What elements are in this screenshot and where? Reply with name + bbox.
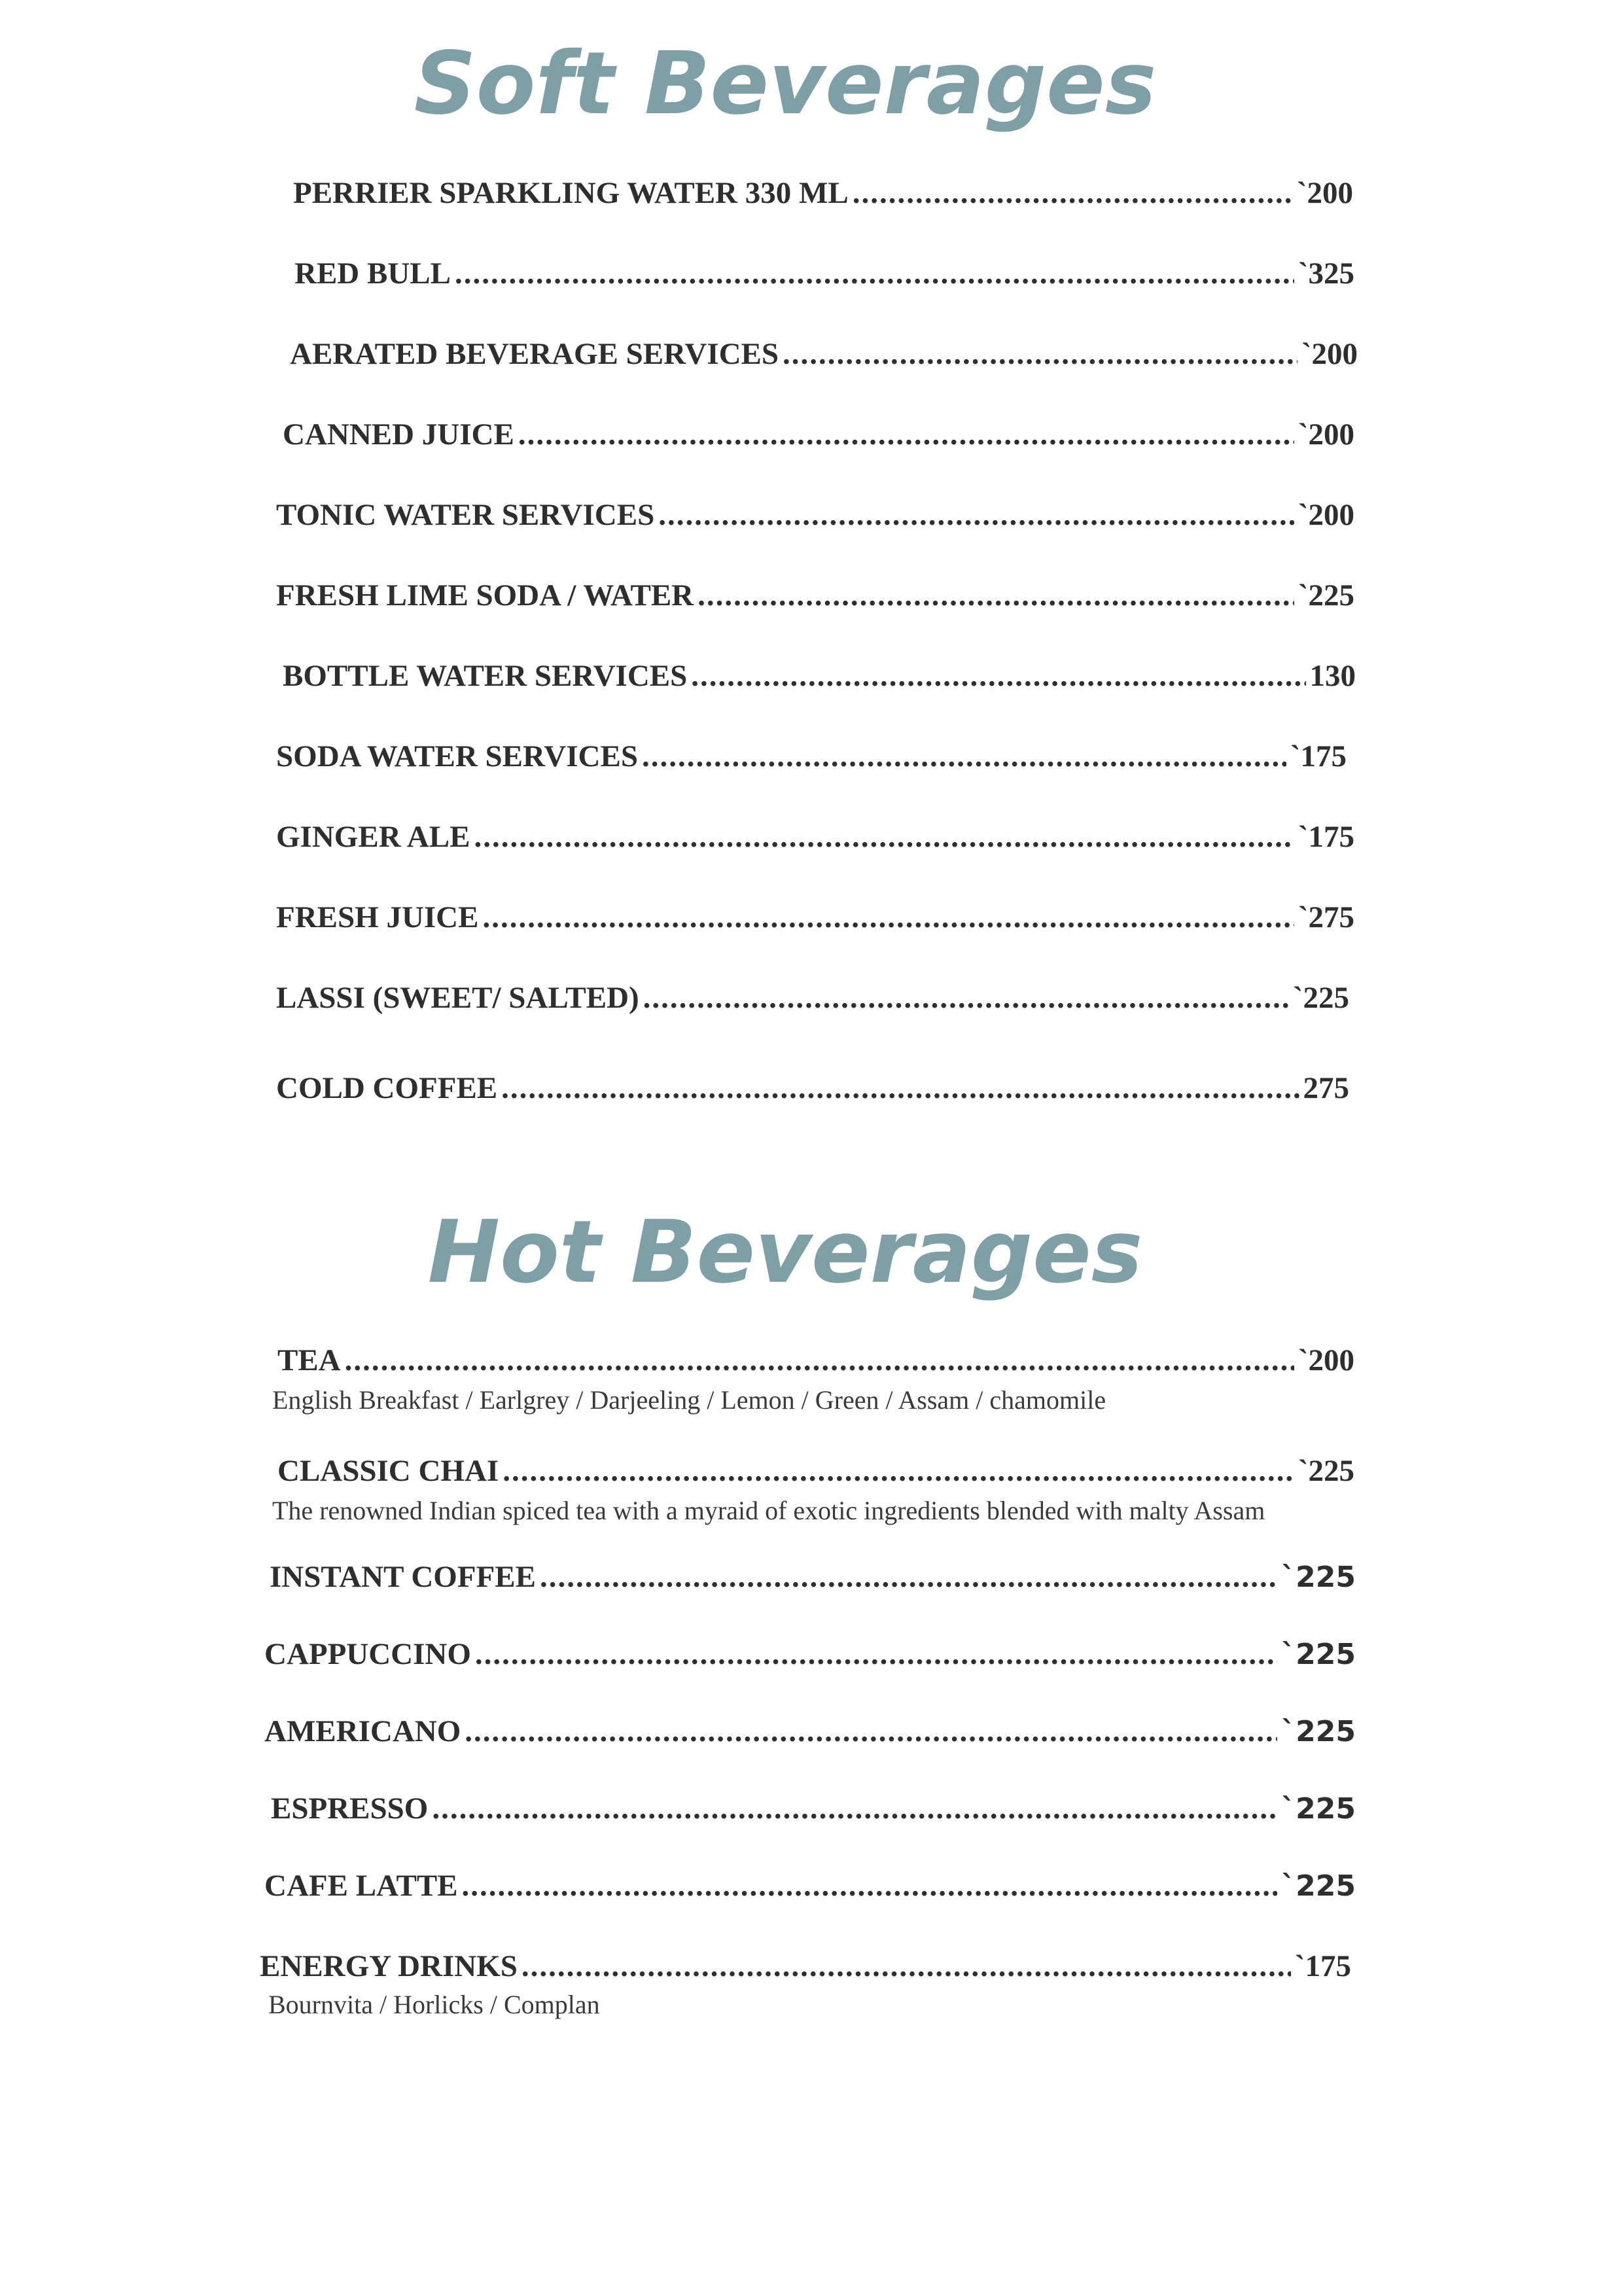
item-name: PERRIER SPARKLING WATER 330 ML (293, 176, 849, 210)
item-name: TONIC WATER SERVICES (276, 498, 655, 532)
menu-item (264, 1714, 1356, 1753)
dot-leader (521, 1949, 1291, 1984)
dot-leader (474, 819, 1294, 855)
menu-item (276, 497, 1354, 537)
dot-leader (432, 1791, 1277, 1826)
item-price: `325 (1297, 256, 1354, 291)
menu-item (276, 1070, 1349, 1110)
dot-leader (465, 1714, 1277, 1749)
item-description: English Breakfast / Earlgrey / Darjeeling / Lemon / Green / Assam / chamomile (272, 1385, 1106, 1415)
item-price: `175 (1297, 820, 1354, 854)
dot-leader (691, 658, 1305, 694)
item-name: COLD COFFEE (276, 1071, 498, 1105)
item-price: `225 (1281, 1792, 1356, 1826)
item-name: SODA WATER SERVICES (276, 739, 638, 773)
dot-leader (475, 1636, 1277, 1672)
item-name: CLASSIC CHAI (277, 1454, 499, 1488)
item-name: ESPRESSO (271, 1792, 429, 1826)
item-price: `200 (1296, 176, 1353, 210)
menu-item (270, 1559, 1356, 1598)
dot-leader (482, 900, 1294, 935)
item-price: `200 (1297, 1343, 1354, 1377)
menu-item (277, 1453, 1354, 1492)
dot-leader (658, 497, 1294, 533)
item-price: `275 (1297, 900, 1354, 934)
item-price: `225 (1292, 981, 1349, 1015)
item-name: RED BULL (294, 256, 451, 291)
item-name: TEA (277, 1343, 341, 1377)
menu-item (264, 1868, 1356, 1907)
item-name: GINGER ALE (276, 820, 470, 854)
item-price: `225 (1281, 1715, 1356, 1748)
soft-beverages-heading: Soft Beverages (414, 33, 1157, 134)
dot-leader (853, 175, 1293, 211)
item-name: ENERGY DRINKS (260, 1949, 518, 1983)
menu-item (276, 980, 1349, 1019)
dot-leader (501, 1070, 1299, 1106)
menu-item (290, 336, 1358, 376)
menu-item (277, 1343, 1354, 1382)
menu-item (283, 658, 1356, 698)
item-description: Bournvita / Horlicks / Complan (268, 1990, 600, 2019)
item-price: `175 (1294, 1949, 1351, 1983)
item-name: CAPPUCCINO (264, 1637, 471, 1671)
item-description: The renowned Indian spiced tea with a myraid of exotic ingredients blended with malty Assam (272, 1496, 1265, 1525)
item-name: AERATED BEVERAGE SERVICES (290, 337, 779, 371)
item-name: CAFE LATTE (264, 1869, 458, 1903)
item-price: 275 (1303, 1071, 1349, 1105)
item-price: `175 (1290, 739, 1347, 773)
menu-item (276, 819, 1354, 858)
menu-item (264, 1636, 1356, 1676)
hot-beverages-heading: Hot Beverages (427, 1202, 1143, 1303)
dot-leader (462, 1868, 1278, 1903)
menu-item (294, 256, 1354, 295)
menu-item (276, 900, 1354, 939)
menu-item (271, 1791, 1356, 1830)
menu-item (260, 1949, 1351, 1988)
menu-item (283, 417, 1354, 456)
dot-leader (642, 739, 1286, 774)
item-name: FRESH LIME SODA / WATER (276, 578, 694, 612)
item-price: `225 (1281, 1561, 1356, 1594)
item-name: LASSI (SWEET/ SALTED) (276, 981, 639, 1015)
item-price: `225 (1281, 1869, 1356, 1903)
item-name: FRESH JUICE (276, 900, 479, 934)
item-price: `225 (1281, 1638, 1356, 1671)
menu-item (293, 175, 1353, 215)
dot-leader (455, 256, 1294, 291)
item-name: AMERICANO (264, 1714, 461, 1748)
item-name: BOTTLE WATER SERVICES (283, 659, 688, 693)
dot-leader (518, 417, 1294, 452)
item-price: `200 (1297, 417, 1354, 451)
dot-leader (697, 578, 1294, 613)
item-name: CANNED JUICE (283, 417, 514, 451)
dot-leader (540, 1559, 1277, 1595)
item-name: INSTANT COFFEE (270, 1560, 536, 1594)
dot-leader (783, 336, 1297, 372)
item-price: `200 (1301, 337, 1358, 371)
menu-item (276, 578, 1354, 617)
dot-leader (643, 980, 1289, 1016)
item-price: `225 (1297, 1454, 1354, 1488)
item-price: 130 (1309, 659, 1356, 693)
dot-leader (345, 1343, 1294, 1378)
item-price: `200 (1297, 498, 1354, 532)
menu-item (276, 739, 1347, 778)
item-price: `225 (1297, 578, 1354, 612)
dot-leader (503, 1453, 1294, 1489)
